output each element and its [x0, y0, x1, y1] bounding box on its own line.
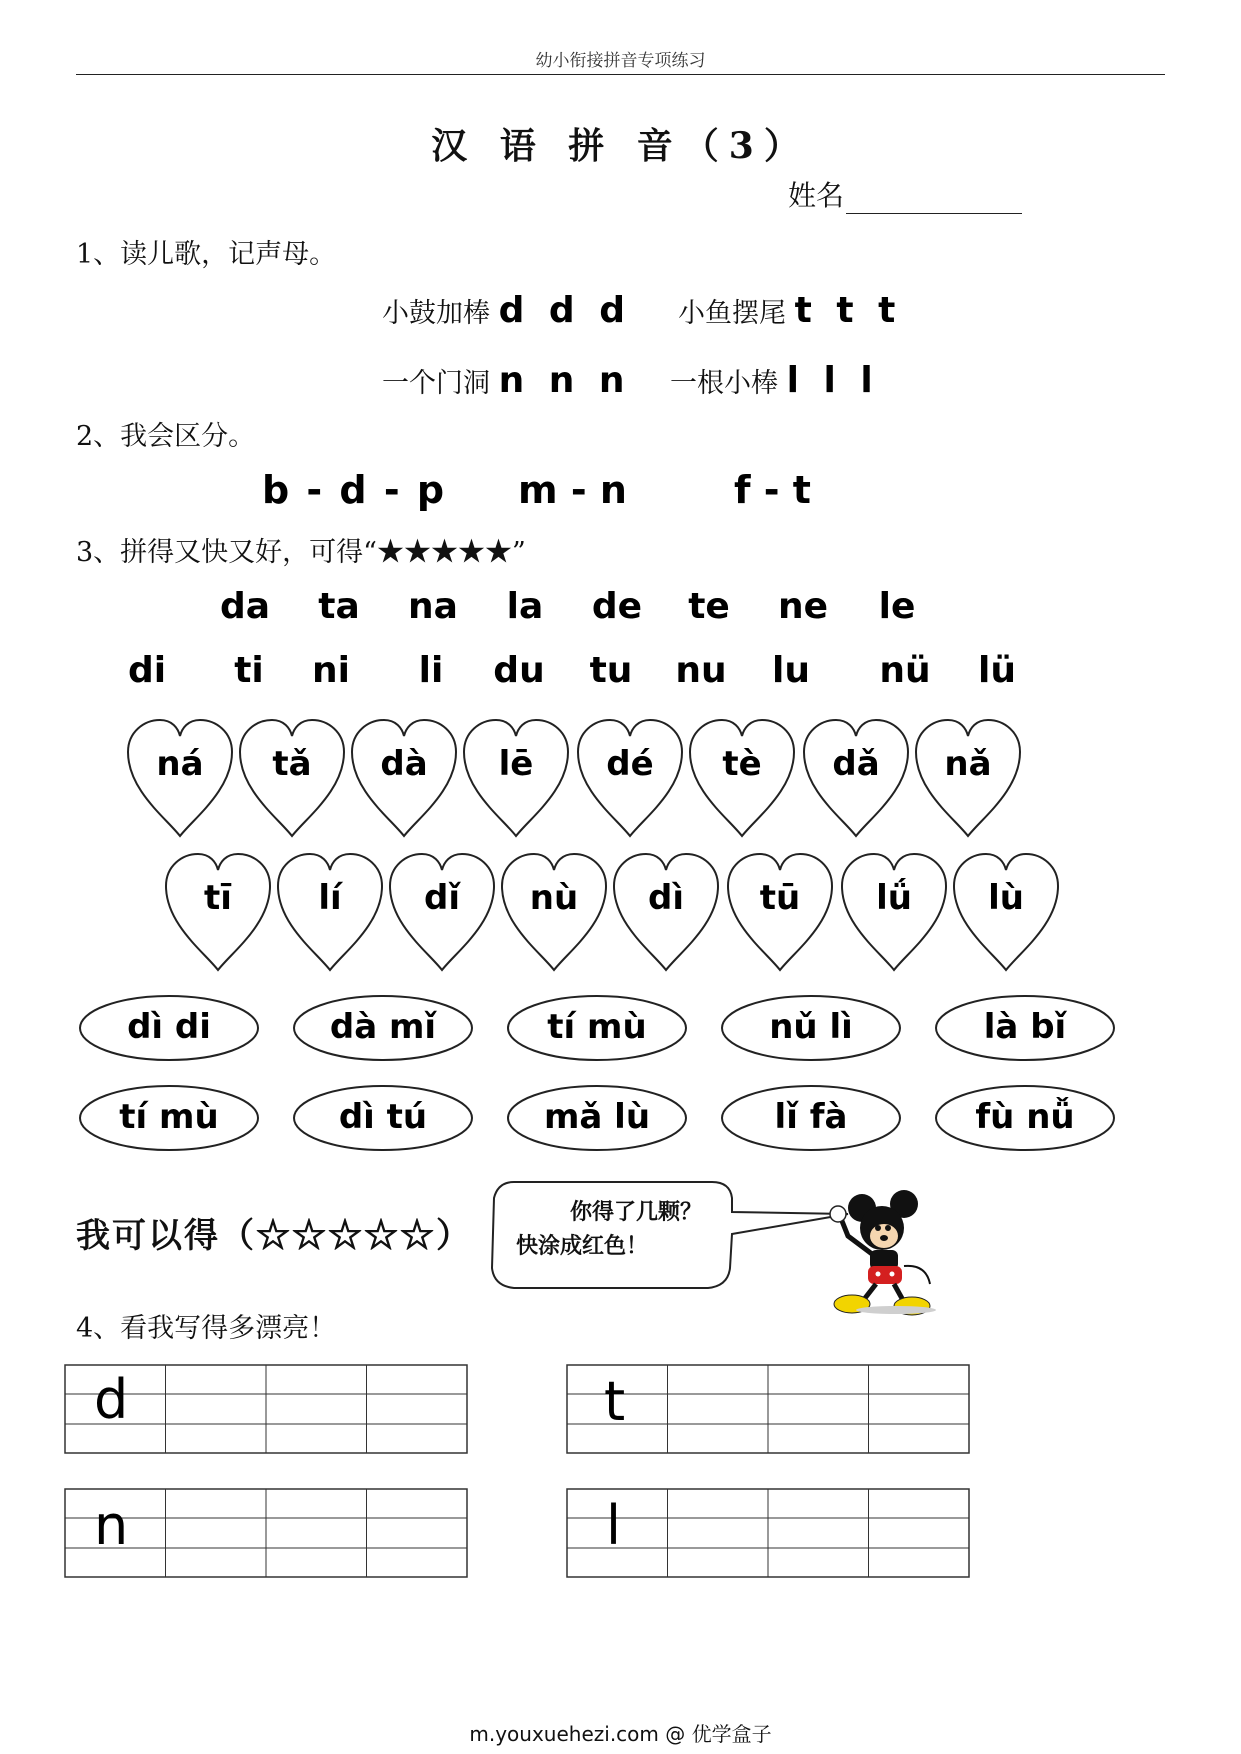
rhyme-letters: n n n	[498, 360, 631, 401]
name-label: 姓名	[788, 179, 845, 212]
rhyme-3	[382, 360, 631, 401]
pair-bdp: b - d - p	[262, 468, 445, 512]
heart-card[interactable]	[802, 718, 910, 838]
rhyme-1	[382, 290, 631, 331]
syllable: di	[127, 650, 167, 691]
heart-syllable: nǎ	[944, 744, 992, 784]
heart-syllable: lí	[318, 878, 342, 918]
heart-syllable: nù	[529, 878, 579, 918]
oval-card[interactable]	[720, 1084, 902, 1152]
bubble-line2: 快涂成红色！	[516, 1234, 649, 1259]
heart-syllable: dǐ	[424, 878, 460, 918]
writing-grid-l[interactable]	[566, 1488, 972, 1580]
syllable: ti	[234, 650, 264, 691]
writing-grid-t[interactable]	[566, 1364, 972, 1456]
oval-word: tí mù	[547, 1007, 647, 1047]
heart-syllable: ná	[156, 744, 204, 784]
oval-card[interactable]	[506, 1084, 688, 1152]
heart-card[interactable]	[914, 718, 1022, 838]
oval-word: mǎ lù	[543, 1097, 651, 1137]
pair-ft: f - t	[734, 468, 811, 512]
grid-letter-n: n	[94, 1494, 129, 1557]
oval-card[interactable]	[292, 1084, 474, 1152]
footer-link[interactable]: m.youxuehezi.com @ 优学盒子	[469, 1722, 772, 1746]
grid-letter-t: t	[604, 1370, 626, 1433]
bubble-line1: 你得了几颗？	[570, 1200, 703, 1225]
heart-syllable: tǎ	[272, 744, 312, 784]
heart-card[interactable]	[840, 852, 948, 972]
heart-card[interactable]	[350, 718, 458, 838]
oval-card[interactable]	[934, 994, 1116, 1062]
syllable: la	[506, 586, 544, 627]
rhyme-letters: d d d	[498, 290, 631, 331]
oval-word: dì tú	[338, 1097, 428, 1137]
heart-syllable: tū	[759, 878, 801, 918]
section2-title: 2、我会区分。	[76, 421, 256, 452]
section4-title: 4、看我写得多漂亮！	[76, 1313, 337, 1344]
syllable: lu	[772, 650, 810, 691]
heart-card[interactable]	[276, 852, 384, 972]
heart-card[interactable]	[688, 718, 796, 838]
syllable: da	[219, 586, 271, 627]
oval-card[interactable]	[78, 994, 260, 1062]
syllable: na	[408, 586, 458, 627]
heart-syllable: tī	[204, 878, 232, 918]
rhyme-text: 一个门洞	[382, 368, 490, 399]
rhyme-letters: l l l	[786, 360, 879, 401]
heart-card[interactable]	[726, 852, 834, 972]
oval-word: tí mù	[119, 1097, 219, 1137]
page-title: 汉 语 拼 音（3）	[431, 125, 810, 167]
score-stars[interactable]: 我可以得（☆☆☆☆☆）	[76, 1216, 472, 1256]
syllable: te	[688, 586, 730, 627]
grid-letter-d: d	[94, 1368, 129, 1431]
syllable: tu	[589, 650, 633, 691]
syllable: ta	[318, 586, 360, 627]
heart-card[interactable]	[462, 718, 570, 838]
oval-card[interactable]	[78, 1084, 260, 1152]
heart-syllable: tè	[722, 744, 762, 784]
grid-letter-l: l	[606, 1494, 622, 1557]
heart-syllable: lē	[498, 744, 534, 784]
syllable: du	[493, 650, 545, 691]
heart-syllable: dà	[380, 744, 428, 784]
section3-title: 3、拼得又快又好，可得“★★★★★”	[76, 537, 526, 568]
pair-mn: m - n	[518, 468, 627, 512]
heart-syllable: lǘ	[876, 878, 912, 918]
rhyme-4	[670, 360, 879, 401]
rhyme-text: 小鱼摆尾	[678, 298, 786, 329]
heart-card[interactable]	[164, 852, 272, 972]
syllable: lü	[978, 650, 1016, 691]
syllable: de	[591, 586, 643, 627]
oval-card[interactable]	[720, 994, 902, 1062]
rhyme-text: 一根小棒	[670, 368, 778, 399]
oval-card[interactable]	[506, 994, 688, 1062]
rhyme-text: 小鼓加棒	[382, 298, 490, 329]
header-rule	[76, 74, 1165, 75]
syllable: li	[418, 650, 444, 691]
heart-card[interactable]	[500, 852, 608, 972]
oval-card[interactable]	[292, 994, 474, 1062]
syllable: le	[878, 586, 916, 627]
syllable: nu	[675, 650, 727, 691]
oval-word: fù nǚ	[975, 1097, 1075, 1137]
page-header: 幼小衔接拼音专项练习	[535, 51, 706, 71]
heart-card[interactable]	[238, 718, 346, 838]
heart-card[interactable]	[612, 852, 720, 972]
syllable: ni	[312, 650, 350, 691]
mouse-mascot-icon	[818, 1186, 948, 1316]
heart-card[interactable]	[388, 852, 496, 972]
oval-word: lǐ fà	[774, 1097, 848, 1137]
syllable: ne	[777, 586, 829, 627]
rhyme-2	[678, 290, 901, 331]
oval-word: dà mǐ	[329, 1007, 437, 1047]
heart-card[interactable]	[952, 852, 1060, 972]
syllable: nü	[879, 650, 931, 691]
name-field	[788, 174, 1022, 214]
heart-card[interactable]	[576, 718, 684, 838]
heart-syllable: dǎ	[832, 744, 880, 784]
section1-title: 1、读儿歌，记声母。	[76, 239, 337, 270]
oval-word: dì di	[127, 1007, 211, 1047]
oval-word: nǔ lì	[769, 1007, 853, 1047]
oval-card[interactable]	[934, 1084, 1116, 1152]
heart-card[interactable]	[126, 718, 234, 838]
oval-word: là bǐ	[983, 1007, 1067, 1047]
rhyme-letters: t t t	[794, 290, 902, 331]
heart-syllable: dì	[648, 878, 684, 918]
name-blank-line[interactable]	[846, 185, 1022, 214]
heart-syllable: dé	[606, 744, 654, 784]
heart-syllable: lù	[988, 878, 1024, 918]
